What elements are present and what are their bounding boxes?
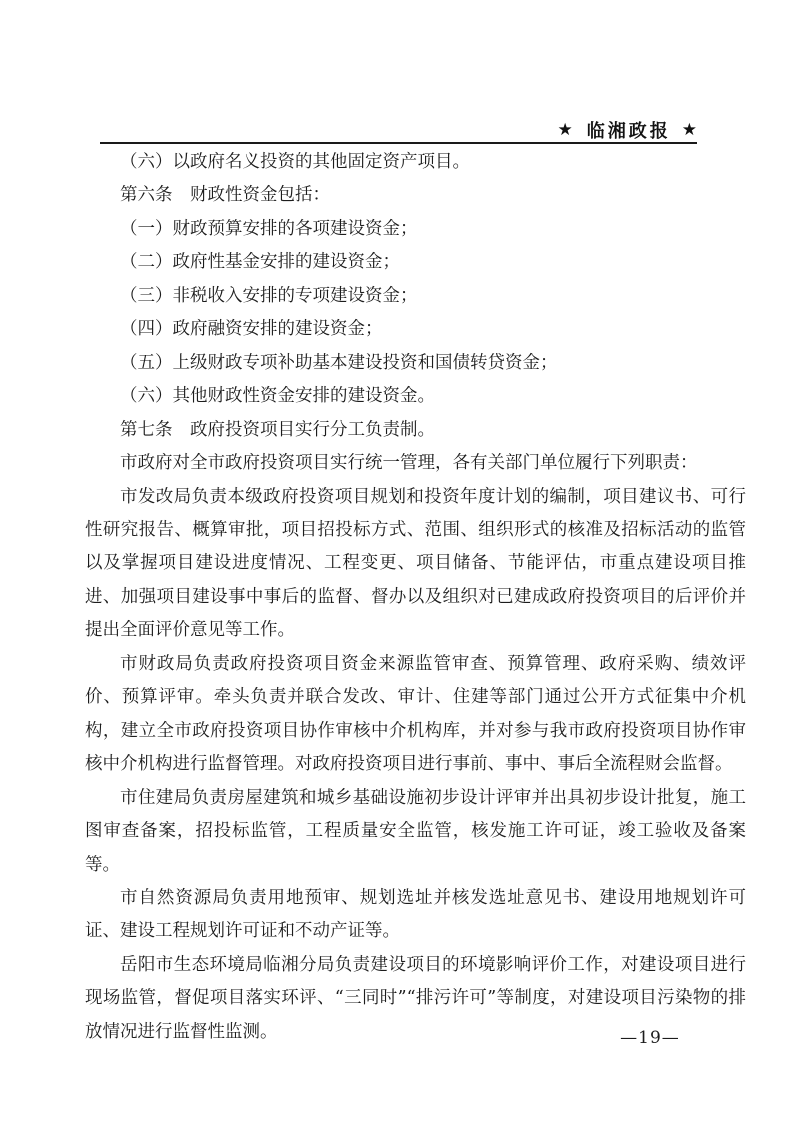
paragraph-article-6: 第六条 财政性资金包括： (120, 185, 330, 206)
paragraph-article-7: 第七条 政府投资项目实行分工负责制。 (120, 419, 435, 440)
paragraph-housing-bureau: 市住建局负责房屋建筑和城乡基础设施初步设计评审并出具初步设计批复，施工图审查备案，招投标监管，工程质量安全监管，核发施工许可证，竣工验收及备案等。 (85, 787, 746, 875)
paragraph-list-item-3: （三）非税收入安排的专项建设资金； (120, 285, 418, 306)
paragraph-list-item-5: （五）上级财政专项补助基本建设投资和国债转贷资金； (120, 352, 558, 373)
paragraph-list-item-2: （二）政府性基金安排的建设资金； (120, 252, 400, 273)
page-header (558, 117, 698, 143)
paragraph-list-item-4: （四）政府融资安排的建设资金； (120, 319, 383, 340)
paragraph-development-reform-bureau: 市发改局负责本级政府投资项目规划和投资年度计划的编制，项目建议书、可行性研究报告、概算审批，项目招投标方式、范围、组织形式的核准及招标活动的监管以及掌握项目建设进度情况、工程变更、项目储备、节能评估，市重点建设项目推进、加强项目建设事中事后的监督、督办以及组织对已建成政府投资项目的后评价并提出全面评价意见等工作。 (85, 486, 746, 641)
paragraph-ecology-environment-bureau: 岳阳市生态环境局临湘分局负责建设项目的环境影响评价工作，对建设项目进行现场监管，督促项目落实环评、“三同时”“排污许可”等制度，对建设项目污染物的排放情况进行监督性监测。 (85, 954, 746, 1042)
document-body (85, 146, 746, 1049)
paragraph-item-6-other-projects: （六）以政府名义投资的其他固定资产项目。 (120, 152, 470, 172)
star-icon: ★ (681, 119, 697, 140)
page-number: —19— (620, 1028, 680, 1048)
gazette-title: 临湘政报 (586, 121, 671, 142)
paragraph-list-item-1: （一）财政预算安排的各项建设资金； (120, 218, 418, 239)
paragraph-list-item-6: （六）其他财政性资金安排的建设资金。 (120, 386, 435, 407)
paragraph-natural-resources-bureau: 市自然资源局负责用地预审、规划选址并核发选址意见书、建设用地规划许可证、建设工程规划许可证和不动产证等。 (85, 887, 746, 942)
header-rule (100, 142, 697, 144)
star-icon: ★ (557, 119, 573, 140)
paragraph-finance-bureau: 市财政局负责政府投资项目资金来源监管审查、预算管理、政府采购、绩效评价、预算评审。牵头负责并联合发改、审计、住建等部门通过公开方式征集中介机构，建立全市政府投资项目协作审核中介机构库，并对参与我市政府投资项目协作审核中介机构进行监督管理。对政府投资项目进行事前、事中、事后全流程财会监督。 (85, 653, 746, 775)
paragraph-city-government: 市政府对全市政府投资项目实行统一管理，各有关部门单位履行下列职责： (120, 453, 698, 474)
